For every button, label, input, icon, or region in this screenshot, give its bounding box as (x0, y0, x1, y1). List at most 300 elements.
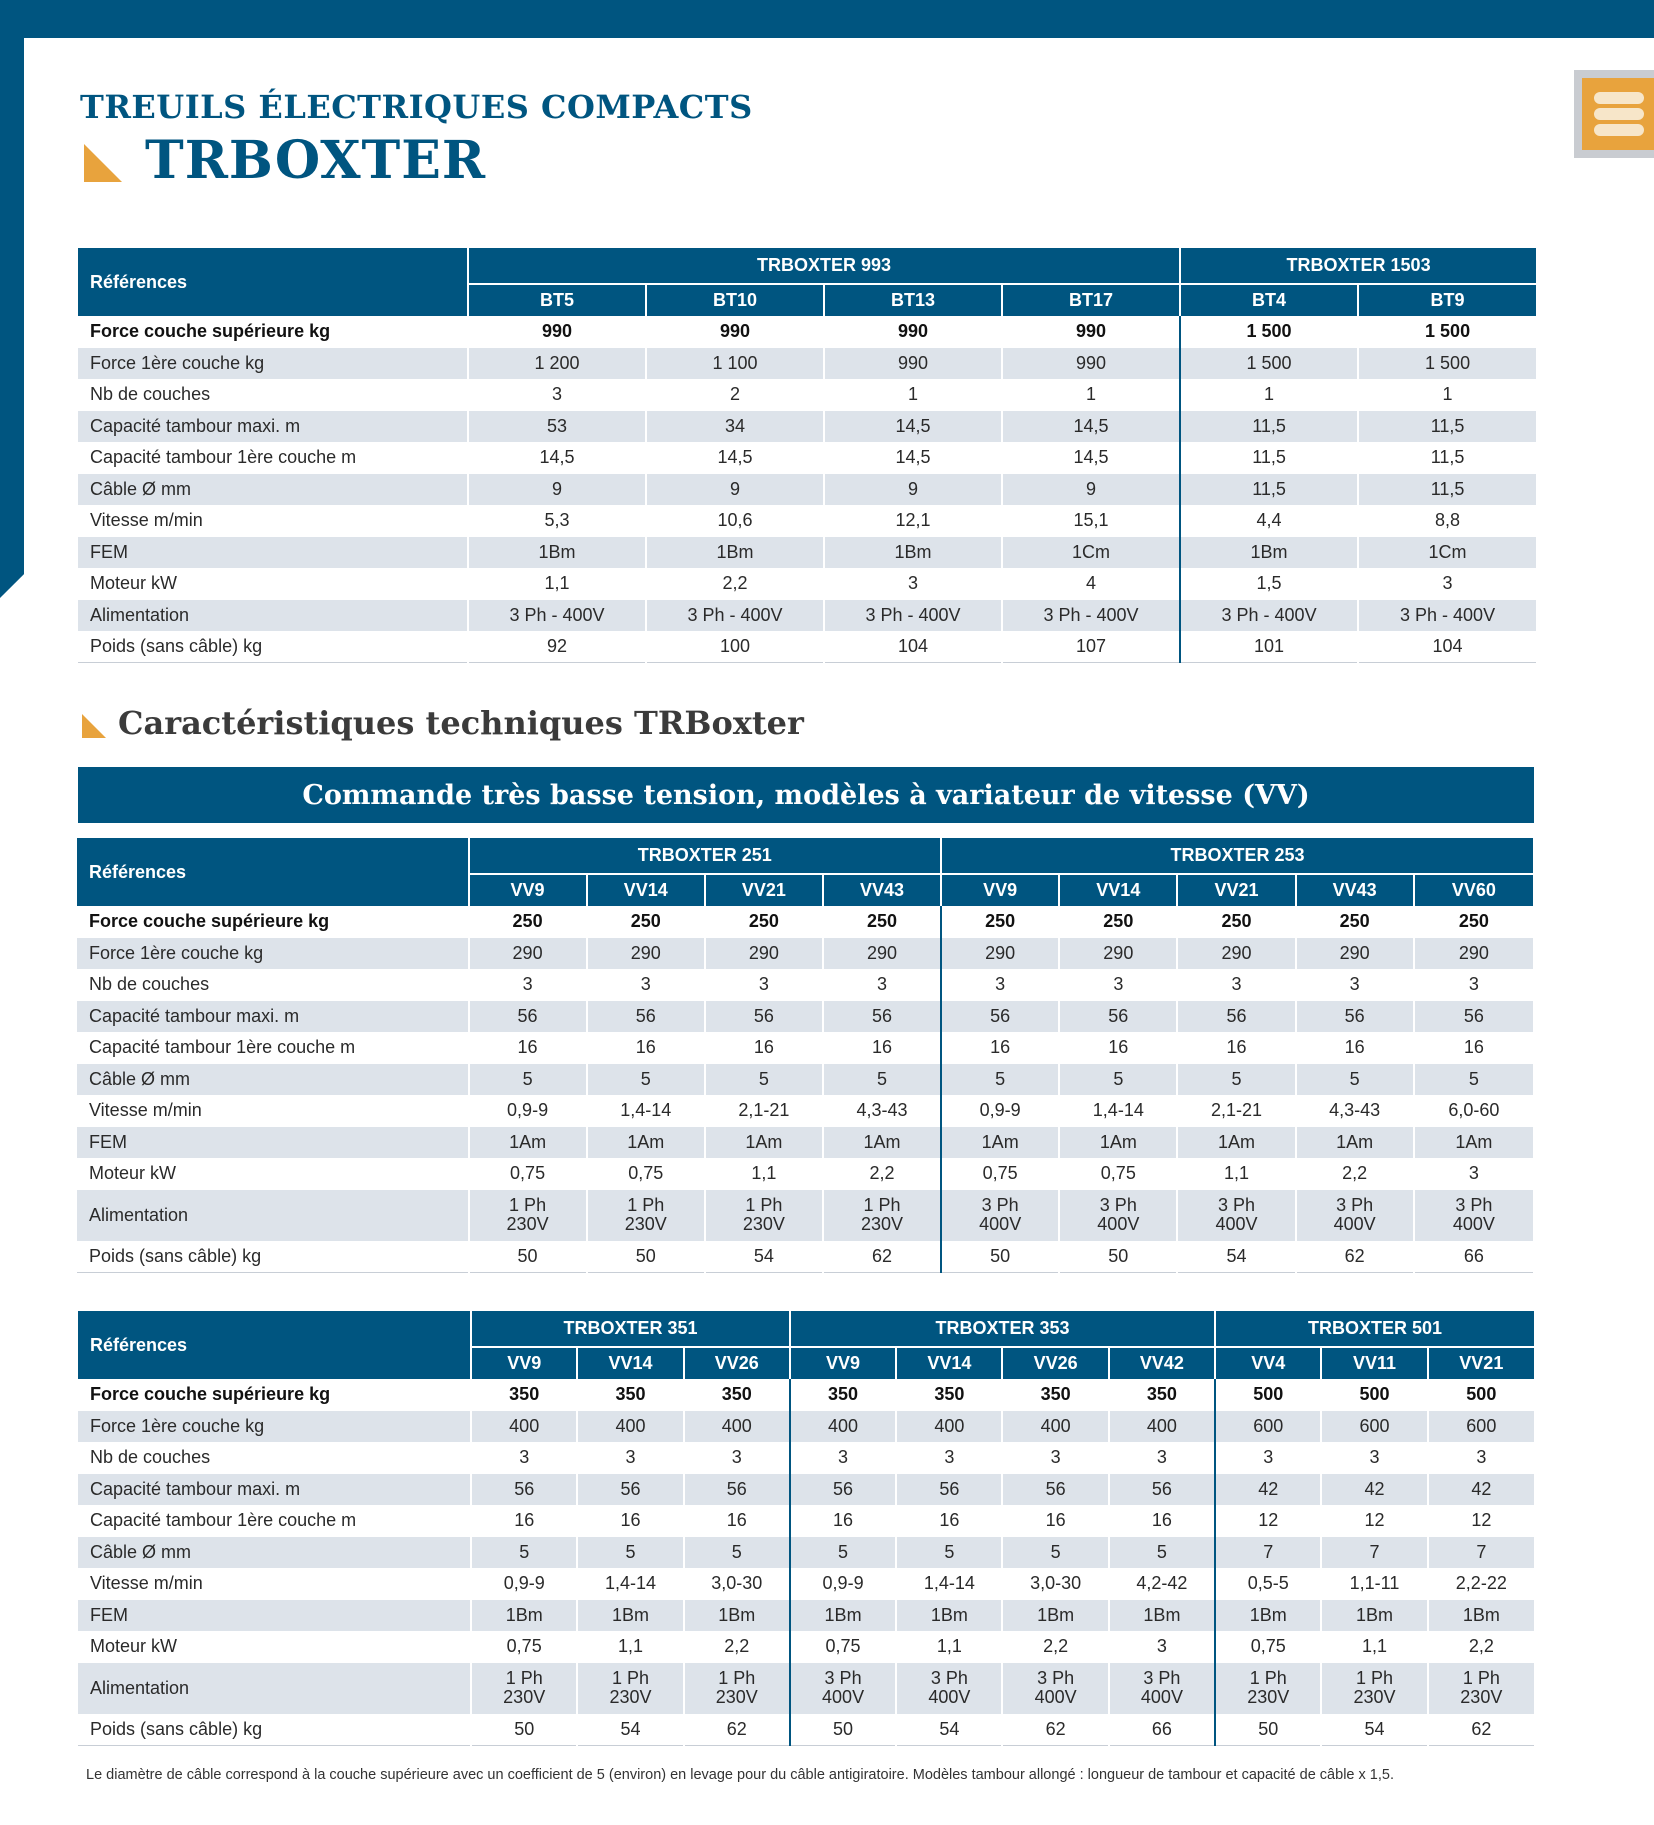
table-cell: 1Bm (824, 537, 1002, 569)
reference-code-header: VV26 (684, 1347, 790, 1379)
table-cell: 1Bm (577, 1600, 683, 1632)
row-label: Force couche supérieure kg (77, 906, 469, 938)
row-label: Vitesse m/min (78, 505, 468, 537)
table-cell: 14,5 (824, 411, 1002, 443)
table-cell: 14,5 (824, 442, 1002, 474)
table-cell: 4,3-43 (1296, 1095, 1414, 1127)
table-cell: 3 (896, 1442, 1002, 1474)
reference-code-header: BT10 (646, 284, 824, 316)
cell-line: 1 Ph (1249, 1668, 1287, 1688)
table-cell: 250 (1414, 906, 1533, 938)
table-cell: 11,5 (1180, 411, 1358, 443)
row-label: Capacité tambour maxi. m (77, 1001, 469, 1033)
row-label: Alimentation (78, 600, 468, 632)
row-label: Force couche supérieure kg (78, 1379, 471, 1411)
table-cell: 500 (1321, 1379, 1427, 1411)
cell-line: 3 Ph (1143, 1668, 1181, 1688)
table-cell: 1Am (469, 1127, 587, 1159)
table-cell: 0,9-9 (790, 1568, 896, 1600)
table-cell: 1Am (1059, 1127, 1177, 1159)
table-cell: 16 (1002, 1505, 1108, 1537)
table-cell: 3 Ph - 400V (824, 600, 1002, 632)
table-cell (1215, 1663, 1321, 1714)
table-row (78, 1411, 1534, 1443)
table-cell: 104 (1358, 631, 1536, 663)
model-group-header: TRBOXTER 251 (469, 838, 942, 874)
table-cell: 4,2-42 (1109, 1568, 1215, 1600)
table-cell: 16 (1296, 1032, 1414, 1064)
menu-line (1594, 124, 1644, 136)
table-cell: 56 (577, 1474, 683, 1506)
table-cell (1059, 1190, 1177, 1241)
table-cell: 3,0-30 (1002, 1568, 1108, 1600)
table-cell (587, 1190, 705, 1241)
table-cell: 5 (1059, 1064, 1177, 1096)
table-cell: 350 (790, 1379, 896, 1411)
table-cell: 350 (1109, 1379, 1215, 1411)
table-cell: 56 (587, 1001, 705, 1033)
row-label: FEM (78, 1600, 471, 1632)
table-cell: 500 (1215, 1379, 1321, 1411)
table-row (78, 1631, 1534, 1663)
table-cell: 250 (705, 906, 823, 938)
row-label: Alimentation (78, 1663, 471, 1714)
row-label: Capacité tambour 1ère couche m (78, 442, 468, 474)
table-cell (1002, 1663, 1108, 1714)
table-cell: 9 (824, 474, 1002, 506)
table-cell: 1,4-14 (577, 1568, 683, 1600)
table-row (78, 474, 1536, 506)
table-cell: 250 (1059, 906, 1177, 938)
table-cell: 50 (941, 1241, 1059, 1273)
table-cell: 8,8 (1358, 505, 1536, 537)
table-row (77, 1095, 1533, 1127)
table-cell (684, 1663, 790, 1714)
table-cell: 16 (896, 1505, 1002, 1537)
table-cell: 101 (1180, 631, 1358, 663)
table-cell: 290 (1296, 938, 1414, 970)
table-cell (705, 1190, 823, 1241)
table-cell: 0,9-9 (469, 1095, 587, 1127)
table-cell: 11,5 (1358, 474, 1536, 506)
table-cell: 2 (646, 379, 824, 411)
table-cell: 1Bm (1428, 1600, 1534, 1632)
table-cell: 1Bm (684, 1600, 790, 1632)
table-cell: 1Cm (1358, 537, 1536, 569)
table-cell: 0,5-5 (1215, 1568, 1321, 1600)
table-cell: 5 (941, 1064, 1059, 1096)
table-cell: 7 (1428, 1537, 1534, 1569)
table-cell: 16 (471, 1505, 577, 1537)
row-label: Vitesse m/min (77, 1095, 469, 1127)
table-cell: 350 (577, 1379, 683, 1411)
cell-line: 1 Ph (611, 1668, 649, 1688)
table-cell: 3 Ph - 400V (1180, 600, 1358, 632)
table-cell (941, 1190, 1059, 1241)
row-label: Poids (sans câble) kg (78, 1714, 471, 1746)
table-cell: 0,75 (471, 1631, 577, 1663)
table-cell: 56 (1296, 1001, 1414, 1033)
table-cell: 16 (1414, 1032, 1533, 1064)
table-cell: 250 (823, 906, 941, 938)
table-cell: 290 (823, 938, 941, 970)
table-cell: 16 (577, 1505, 683, 1537)
table-cell: 3 (1002, 1442, 1108, 1474)
table-cell: 400 (1002, 1411, 1108, 1443)
cell-line: 1 Ph (627, 1195, 665, 1215)
menu-lines-icon (1582, 78, 1654, 150)
table-cell: 16 (941, 1032, 1059, 1064)
row-label: FEM (77, 1127, 469, 1159)
table-cell: 3 (1428, 1442, 1534, 1474)
menu-line (1594, 92, 1644, 104)
table-cell: 14,5 (1002, 442, 1180, 474)
reference-code-header: VV26 (1002, 1347, 1108, 1379)
table-cell: 1,4-14 (587, 1095, 705, 1127)
table-cell: 1 500 (1358, 348, 1536, 380)
table-cell: 6,0-60 (1414, 1095, 1533, 1127)
table-cell: 16 (587, 1032, 705, 1064)
cell-line: 3 Ph (1455, 1195, 1493, 1215)
table-row (78, 348, 1536, 380)
row-label: Capacité tambour 1ère couche m (77, 1032, 469, 1064)
table-cell: 54 (577, 1714, 683, 1746)
table-cell: 5 (469, 1064, 587, 1096)
cell-line: 1 Ph (1462, 1668, 1500, 1688)
table-cell: 100 (646, 631, 824, 663)
table-cell: 1Am (705, 1127, 823, 1159)
table-cell: 350 (896, 1379, 1002, 1411)
table-cell: 56 (1059, 1001, 1177, 1033)
table-cell: 250 (1177, 906, 1295, 938)
table-row (78, 505, 1536, 537)
section-title: Caractéristiques techniques TRBoxter (118, 704, 804, 742)
table-cell: 50 (1215, 1714, 1321, 1746)
table-cell: 0,75 (587, 1158, 705, 1190)
table-cell: 1Bm (1321, 1600, 1427, 1632)
table-cell: 56 (1414, 1001, 1533, 1033)
table-cell: 1Am (1296, 1127, 1414, 1159)
orange-triangle-icon (82, 714, 106, 738)
table-cell: 54 (705, 1241, 823, 1273)
table-cell: 9 (468, 474, 646, 506)
row-label: Câble Ø mm (77, 1064, 469, 1096)
top-color-band (0, 0, 1654, 38)
table-cell: 3 (705, 969, 823, 1001)
table-cell: 290 (1414, 938, 1533, 970)
table-cell: 2,1-21 (705, 1095, 823, 1127)
table-row (78, 316, 1536, 348)
side-menu-tab[interactable] (1574, 70, 1654, 158)
table-cell: 5 (1296, 1064, 1414, 1096)
cell-line: 230V (742, 1214, 785, 1234)
table-row (78, 1442, 1534, 1474)
row-label: Capacité tambour maxi. m (78, 411, 468, 443)
table-cell (1414, 1190, 1533, 1241)
table-row (78, 1568, 1534, 1600)
cell-line: 3 Ph (981, 1195, 1019, 1215)
table-cell: 3 (1358, 568, 1536, 600)
table-cell: 1Bm (471, 1600, 577, 1632)
table-row (77, 1190, 1533, 1241)
reference-code-header: VV14 (1059, 874, 1177, 906)
table-row (77, 1032, 1533, 1064)
table-cell: 290 (705, 938, 823, 970)
table-cell: 56 (471, 1474, 577, 1506)
table-cell: 250 (587, 906, 705, 938)
table-cell: 12 (1428, 1505, 1534, 1537)
table-cell: 62 (1296, 1241, 1414, 1273)
model-group-header: TRBOXTER 501 (1215, 1311, 1534, 1347)
reference-code-header: VV60 (1414, 874, 1533, 906)
table-cell: 2,2 (646, 568, 824, 600)
table-cell: 56 (469, 1001, 587, 1033)
table-cell: 3 Ph - 400V (1002, 600, 1180, 632)
table-cell: 3 (1109, 1631, 1215, 1663)
table-cell: 290 (587, 938, 705, 970)
table-cell: 2,2 (823, 1158, 941, 1190)
row-label: Câble Ø mm (78, 1537, 471, 1569)
row-label: Force couche supérieure kg (78, 316, 468, 348)
cell-line: 1 Ph (1356, 1668, 1394, 1688)
table-row (78, 631, 1536, 663)
table-cell (469, 1190, 587, 1241)
table-cell (1109, 1663, 1215, 1714)
reference-code-header: VV43 (1296, 874, 1414, 906)
table-cell: 1 200 (468, 348, 646, 380)
spec-table-trboxter-351-353-501 (78, 1311, 1534, 1746)
table-cell: 990 (646, 316, 824, 348)
table-cell: 66 (1414, 1241, 1533, 1273)
table-cell: 290 (941, 938, 1059, 970)
table-cell: 1,5 (1180, 568, 1358, 600)
table-cell: 990 (468, 316, 646, 348)
table-cell: 10,6 (646, 505, 824, 537)
table-cell: 290 (1059, 938, 1177, 970)
cell-line: 230V (715, 1687, 758, 1707)
cell-line: 230V (506, 1214, 549, 1234)
table-cell: 5,3 (468, 505, 646, 537)
table-cell: 1Bm (1109, 1600, 1215, 1632)
table-cell: 2,2-22 (1428, 1568, 1534, 1600)
table-cell: 34 (646, 411, 824, 443)
spec-table-trboxter-993-1503 (78, 248, 1536, 663)
table-cell: 11,5 (1180, 442, 1358, 474)
spec-table-trboxter-251-253 (77, 838, 1533, 1273)
table-cell: 14,5 (1002, 411, 1180, 443)
table-cell: 9 (1002, 474, 1180, 506)
reference-code-header: VV9 (469, 874, 587, 906)
table-row (78, 1474, 1534, 1506)
table-cell: 3 (471, 1442, 577, 1474)
table-cell: 600 (1215, 1411, 1321, 1443)
table-row (78, 1714, 1534, 1746)
table-cell: 56 (1109, 1474, 1215, 1506)
table-cell (1321, 1663, 1427, 1714)
table-cell: 12 (1321, 1505, 1427, 1537)
row-label: Nb de couches (77, 969, 469, 1001)
table-cell: 56 (684, 1474, 790, 1506)
row-label: Vitesse m/min (78, 1568, 471, 1600)
cell-line: 400V (1140, 1687, 1183, 1707)
table-cell: 56 (1002, 1474, 1108, 1506)
cell-line: 230V (609, 1687, 652, 1707)
table-cell: 3 Ph - 400V (646, 600, 824, 632)
table-cell: 990 (824, 348, 1002, 380)
row-label: Alimentation (77, 1190, 469, 1241)
table-cell: 50 (790, 1714, 896, 1746)
table-cell: 350 (471, 1379, 577, 1411)
table-cell: 3 (823, 969, 941, 1001)
table-cell: 2,1-21 (1177, 1095, 1295, 1127)
table-cell: 400 (896, 1411, 1002, 1443)
table-cell: 3 (1109, 1442, 1215, 1474)
cell-line: 1 Ph (718, 1668, 756, 1688)
table-cell: 5 (1177, 1064, 1295, 1096)
row-label: Moteur kW (78, 1631, 471, 1663)
table-cell: 54 (1321, 1714, 1427, 1746)
reference-code-header: VV14 (896, 1347, 1002, 1379)
table-cell: 56 (1177, 1001, 1295, 1033)
table-cell: 250 (1296, 906, 1414, 938)
table-cell: 990 (824, 316, 1002, 348)
table-cell: 50 (471, 1714, 577, 1746)
cell-line: 400V (1034, 1687, 1077, 1707)
reference-code-header: BT5 (468, 284, 646, 316)
footnote: Le diamètre de câble correspond à la couche supérieure avec un coefficient de 5 (environ) en levage pour du câble antigiratoire. Modèles tambour allongé : longueur de tambour et capacité de câble x 1,5. (86, 1767, 1394, 1783)
table-cell: 66 (1109, 1714, 1215, 1746)
row-label: Nb de couches (78, 379, 468, 411)
table-cell (790, 1663, 896, 1714)
table-cell (1428, 1663, 1534, 1714)
cell-line: 3 Ph (1336, 1195, 1374, 1215)
left-color-band (0, 0, 24, 598)
table-cell: 56 (823, 1001, 941, 1033)
cell-line: 3 Ph (930, 1668, 968, 1688)
row-label: Poids (sans câble) kg (77, 1241, 469, 1273)
table-cell: 14,5 (468, 442, 646, 474)
reference-code-header: VV42 (1109, 1347, 1215, 1379)
model-header-row (78, 1311, 1534, 1347)
table-cell: 5 (1002, 1537, 1108, 1569)
table-cell: 3 (587, 969, 705, 1001)
table-cell: 14,5 (646, 442, 824, 474)
model-header-row (78, 248, 1536, 284)
table-cell: 1 (1358, 379, 1536, 411)
table-cell: 5 (823, 1064, 941, 1096)
table-cell: 1,4-14 (896, 1568, 1002, 1600)
cell-line: 230V (1460, 1687, 1503, 1707)
table-cell: 53 (468, 411, 646, 443)
table-row (78, 1600, 1534, 1632)
table-cell: 5 (587, 1064, 705, 1096)
table-cell: 3 (1321, 1442, 1427, 1474)
table-cell: 1 (1180, 379, 1358, 411)
table-cell: 11,5 (1358, 442, 1536, 474)
table-cell: 62 (684, 1714, 790, 1746)
table-row (77, 1127, 1533, 1159)
table-row (78, 537, 1536, 569)
table-cell: 1 500 (1358, 316, 1536, 348)
reference-code-header: VV9 (471, 1347, 577, 1379)
table-cell: 56 (705, 1001, 823, 1033)
row-label: Nb de couches (78, 1442, 471, 1474)
row-label: Moteur kW (78, 568, 468, 600)
row-label: Force 1ère couche kg (77, 938, 469, 970)
row-label: FEM (78, 537, 468, 569)
table-cell: 1,4-14 (1059, 1095, 1177, 1127)
reference-code-header: BT4 (1180, 284, 1358, 316)
table-cell: 1 (1002, 379, 1180, 411)
table-cell: 42 (1428, 1474, 1534, 1506)
table-cell: 50 (587, 1241, 705, 1273)
cell-line: 400V (1452, 1214, 1495, 1234)
orange-triangle-icon (84, 144, 122, 182)
table-cell: 1 500 (1180, 316, 1358, 348)
cell-line: 3 Ph (1099, 1195, 1137, 1215)
table-row (78, 1379, 1534, 1411)
menu-line (1594, 108, 1644, 120)
table-cell: 3 Ph - 400V (468, 600, 646, 632)
table-cell: 5 (684, 1537, 790, 1569)
cell-line: 3 Ph (1217, 1195, 1255, 1215)
cell-line: 400V (1333, 1214, 1376, 1234)
table-cell: 62 (1002, 1714, 1108, 1746)
table-cell: 5 (577, 1537, 683, 1569)
table-row (77, 1064, 1533, 1096)
cell-line: 1 Ph (745, 1195, 783, 1215)
table-row (78, 1505, 1534, 1537)
table-cell: 5 (471, 1537, 577, 1569)
model-group-header: TRBOXTER 353 (790, 1311, 1215, 1347)
table-cell: 4,4 (1180, 505, 1358, 537)
reference-code-header: VV14 (587, 874, 705, 906)
table-cell: 500 (1428, 1379, 1534, 1411)
cell-line: 1 Ph (505, 1668, 543, 1688)
table-cell: 1Bm (468, 537, 646, 569)
table-cell: 11,5 (1180, 474, 1358, 506)
model-group-header: TRBOXTER 351 (471, 1311, 790, 1347)
cell-line: 3 Ph (824, 1668, 862, 1688)
table-cell: 400 (1109, 1411, 1215, 1443)
reference-code-header: VV21 (705, 874, 823, 906)
references-header: Références (77, 838, 469, 906)
table-cell (823, 1190, 941, 1241)
table-cell: 4,3-43 (823, 1095, 941, 1127)
table-cell: 104 (824, 631, 1002, 663)
table-cell: 16 (469, 1032, 587, 1064)
table-cell: 3,0-30 (684, 1568, 790, 1600)
table-cell: 2,2 (1002, 1631, 1108, 1663)
row-label: Moteur kW (77, 1158, 469, 1190)
table-cell: 1Bm (896, 1600, 1002, 1632)
table-cell: 400 (684, 1411, 790, 1443)
table-cell: 5 (790, 1537, 896, 1569)
table-cell: 3 (824, 568, 1002, 600)
reference-code-header: BT17 (1002, 284, 1180, 316)
reference-code-header: VV21 (1428, 1347, 1534, 1379)
table-cell: 56 (896, 1474, 1002, 1506)
table-cell: 92 (468, 631, 646, 663)
row-label: Capacité tambour 1ère couche m (78, 1505, 471, 1537)
table-cell: 600 (1428, 1411, 1534, 1443)
table-row (77, 969, 1533, 1001)
table-cell: 9 (646, 474, 824, 506)
table-cell: 50 (1059, 1241, 1177, 1273)
table-cell: 7 (1215, 1537, 1321, 1569)
table-row (77, 1158, 1533, 1190)
section-banner: Commande très basse tension, modèles à variateur de vitesse (VV) (78, 767, 1534, 823)
